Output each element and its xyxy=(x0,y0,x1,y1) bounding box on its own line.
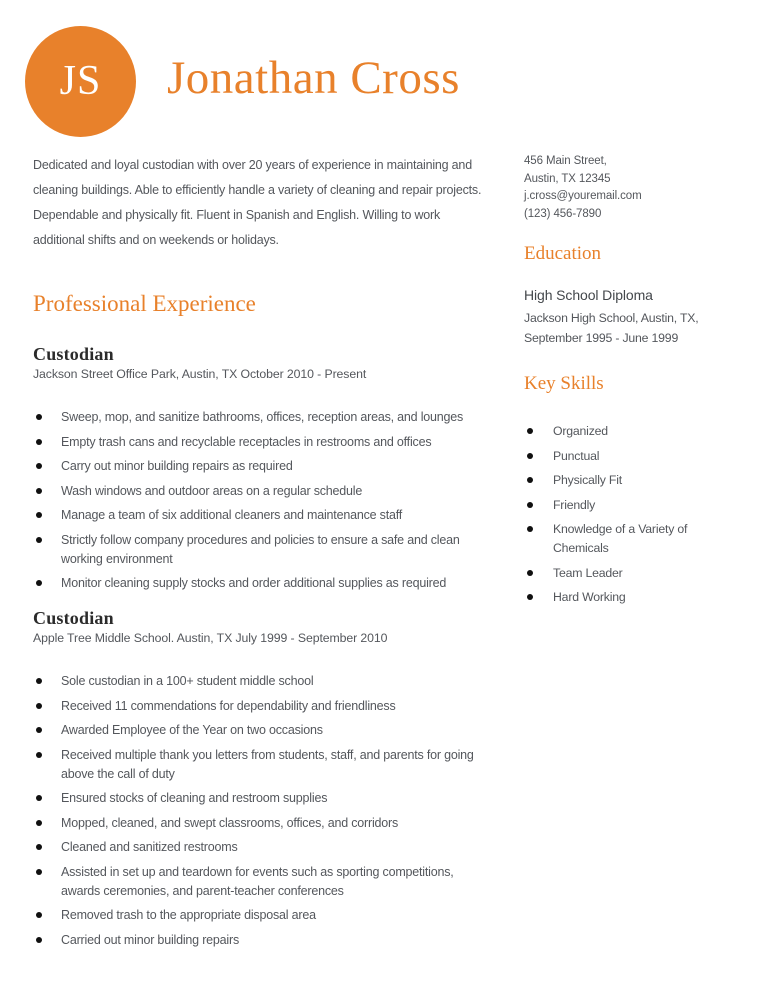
experience-bullet xyxy=(33,721,488,740)
contact-email: j.cross@youremail.com xyxy=(524,190,642,202)
job-entry xyxy=(33,343,488,593)
skill-item xyxy=(524,520,742,558)
skill-list xyxy=(524,422,742,607)
bullet-text: Empty trash cans and recyclable receptacles in restrooms and offices xyxy=(61,434,432,449)
experience-bullet xyxy=(33,433,488,452)
bullet-icon xyxy=(36,414,42,420)
bullet-text: Carried out minor building repairs xyxy=(61,932,240,947)
section-title-education: Education xyxy=(524,243,602,264)
job-meta: Jackson Street Office Park, Austin, TX October 2010 - Present xyxy=(33,367,367,381)
bullet-text: Received multiple thank you letters from students, staff, and parents for going above the call of duty xyxy=(61,747,474,781)
contact-address-line1: 456 Main Street, xyxy=(524,155,607,167)
bullet-icon xyxy=(527,477,533,483)
skill-item xyxy=(524,564,742,583)
skill-item xyxy=(524,588,742,607)
skill-text: Punctual xyxy=(553,448,600,463)
bullet-text: Ensured stocks of cleaning and restroom supplies xyxy=(61,791,328,805)
experience-bullet xyxy=(33,838,488,857)
experience-bullet xyxy=(33,672,488,691)
bullet-text: Wash windows and outdoor areas on a regular schedule xyxy=(61,483,363,498)
education-entry xyxy=(524,286,742,347)
bullet-icon xyxy=(36,678,42,684)
skill-item xyxy=(524,422,742,441)
main-column xyxy=(33,153,488,955)
bullet-icon xyxy=(36,795,42,801)
bullet-icon xyxy=(36,488,42,494)
skill-item xyxy=(524,447,742,466)
contact-phone: (123) 456-7890 xyxy=(524,207,602,220)
bullet-icon xyxy=(36,912,42,918)
contact-address-line2: Austin, TX 12345 xyxy=(524,172,611,185)
bullet-text: Monitor cleaning supply stocks and order additional supplies as required xyxy=(61,576,447,590)
job-title: Custodian xyxy=(33,344,114,364)
bullet-text: Manage a team of six additional cleaners and maintenance staff xyxy=(61,508,403,522)
summary-text: Dedicated and loyal custodian with over 20 years of experience in maintaining and cleaning buildings. Able to efficiently handle a variety of cleaning and repair projects. Dependable and physically fit. Fluent in Spanish and English. Willing to work additional shifts and on weekends or holidays. xyxy=(33,158,482,247)
bullet-icon xyxy=(36,537,42,543)
bullet-icon xyxy=(36,580,42,586)
experience-bullet xyxy=(33,789,488,808)
experience-bullet xyxy=(33,574,488,593)
skill-text: Hard Working xyxy=(553,590,626,604)
bullet-text: Assisted in set up and teardown for events such as sporting competitions, awards ceremonies, and parent-teacher conferences xyxy=(61,864,454,898)
job-meta: Apple Tree Middle School. Austin, TX July 1999 - September 2010 xyxy=(33,631,388,645)
skill-text: Friendly xyxy=(553,497,596,512)
job-bullet-list xyxy=(33,672,488,950)
bullet-icon xyxy=(36,937,42,943)
skill-item xyxy=(524,496,742,515)
experience-bullet xyxy=(33,531,488,569)
experience-bullet xyxy=(33,506,488,525)
bullet-text: Carry out minor building repairs as required xyxy=(61,459,293,473)
education-school: Jackson High School, Austin, TX, xyxy=(524,311,699,325)
bullet-icon xyxy=(36,844,42,850)
experience-bullet xyxy=(33,746,488,784)
experience-bullet xyxy=(33,408,488,427)
bullet-icon xyxy=(36,463,42,469)
experience-bullet xyxy=(33,906,488,925)
avatar xyxy=(25,26,136,137)
bullet-text: Sweep, mop, and sanitize bathrooms, offices, reception areas, and lounges xyxy=(61,410,464,424)
header xyxy=(0,0,768,137)
bullet-icon xyxy=(36,727,42,733)
job-entry xyxy=(33,607,488,950)
bullet-text: Removed trash to the appropriate disposal area xyxy=(61,908,316,922)
experience-bullet xyxy=(33,931,488,950)
avatar-initials: JS xyxy=(59,57,102,104)
bullet-icon xyxy=(36,752,42,758)
contact-block xyxy=(524,153,742,223)
skill-text: Physically Fit xyxy=(553,473,622,487)
bullet-icon xyxy=(36,439,42,445)
education-dates: September 1995 - June 1999 xyxy=(524,331,679,345)
bullet-icon xyxy=(36,820,42,826)
experience-bullet xyxy=(33,697,488,716)
bullet-text: Cleaned and sanitized restrooms xyxy=(61,840,238,854)
skill-item xyxy=(524,471,742,490)
bullet-text: Sole custodian in a 100+ student middle school xyxy=(61,674,314,688)
content-columns xyxy=(0,153,768,955)
bullet-icon xyxy=(36,703,42,709)
skill-text: Organized xyxy=(553,424,608,438)
experience-bullet xyxy=(33,814,488,833)
bullet-icon xyxy=(527,502,533,508)
bullet-icon xyxy=(527,594,533,600)
section-title-key-skills: Key Skills xyxy=(524,373,604,394)
bullet-icon xyxy=(527,428,533,434)
education-degree: High School Diploma xyxy=(524,287,653,303)
job-bullet-list xyxy=(33,408,488,593)
bullet-icon xyxy=(527,526,533,532)
bullet-icon xyxy=(36,869,42,875)
bullet-text: Awarded Employee of the Year on two occasions xyxy=(61,723,323,737)
sidebar-column xyxy=(524,153,742,955)
bullet-icon xyxy=(527,570,533,576)
skill-text: Knowledge of a Variety of Chemicals xyxy=(553,522,688,555)
bullet-text: Mopped, cleaned, and swept classrooms, offices, and corridors xyxy=(61,815,399,830)
experience-bullet xyxy=(33,457,488,476)
job-title: Custodian xyxy=(33,608,114,628)
skill-text: Team Leader xyxy=(553,565,623,580)
bullet-icon xyxy=(527,453,533,459)
bullet-icon xyxy=(36,512,42,518)
candidate-name: Jonathan Cross xyxy=(167,51,460,104)
section-title-experience: Professional Experience xyxy=(33,291,256,316)
bullet-text: Strictly follow company procedures and policies to ensure a safe and clean working environment xyxy=(61,532,460,566)
experience-bullet xyxy=(33,863,488,901)
experience-bullet xyxy=(33,482,488,501)
bullet-text: Received 11 commendations for dependability and friendliness xyxy=(61,698,396,713)
